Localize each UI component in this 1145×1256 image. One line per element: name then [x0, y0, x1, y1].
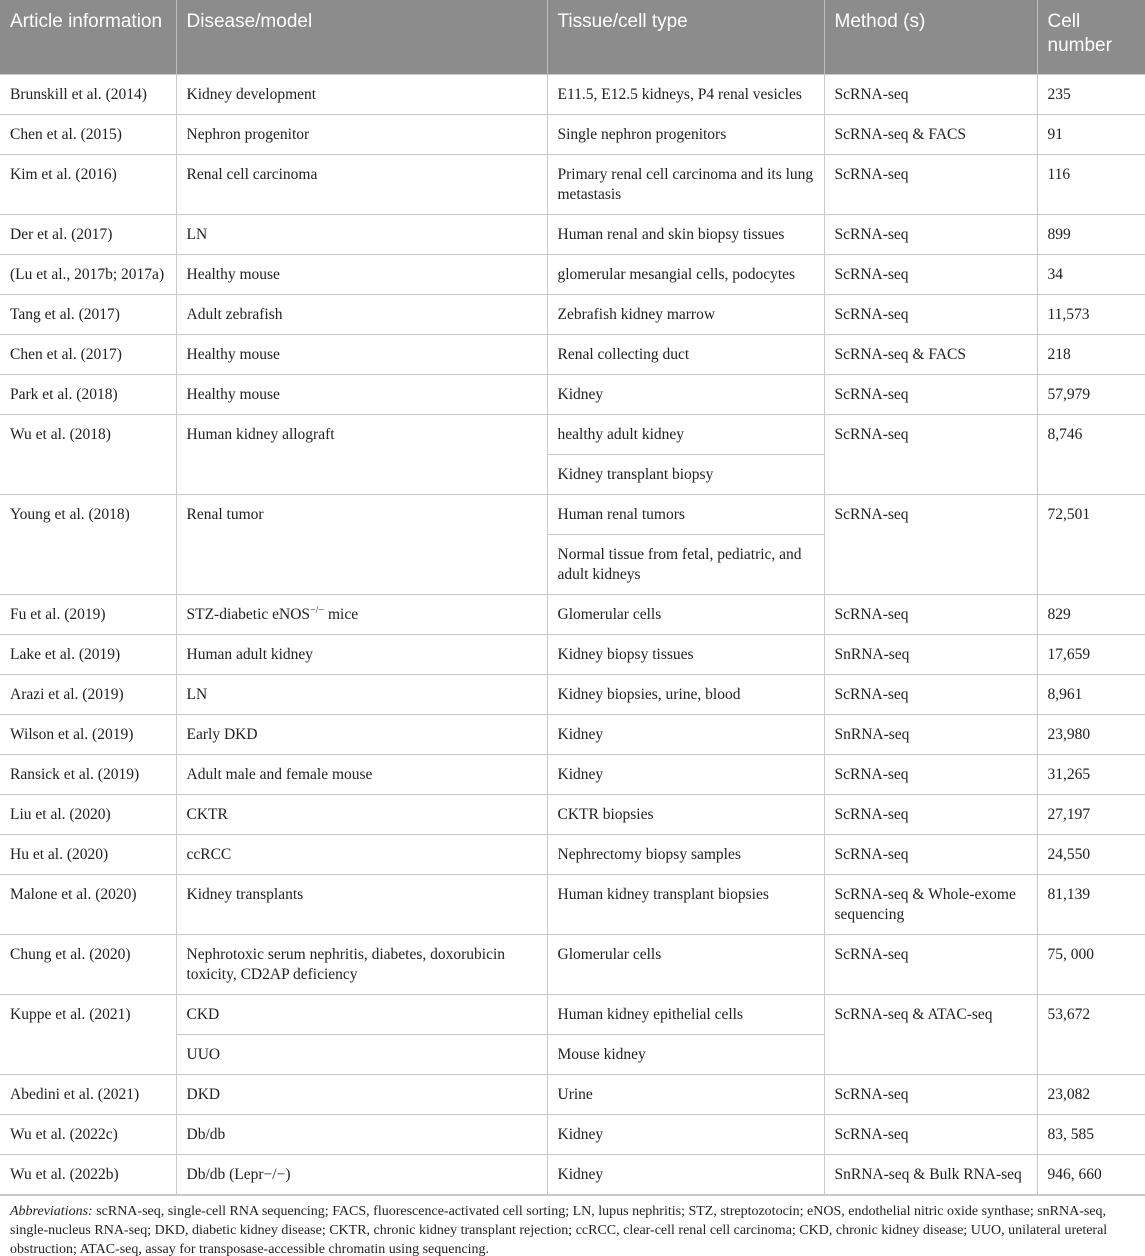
cell-number: 17,659 [1037, 634, 1145, 674]
cell-disease: Nephron progenitor [176, 114, 547, 154]
disease-text: STZ-diabetic eNOS [186, 605, 311, 623]
header-tissue-cell-type: Tissue/cell type [547, 0, 824, 74]
cell-method: ScRNA-seq & Whole-exome sequencing [824, 874, 1037, 934]
cell-tissue: Kidney biopsies, urine, blood [547, 674, 824, 714]
cell-disease: Early DKD [176, 714, 547, 754]
table-row [0, 214, 1145, 254]
cell-article: Chen et al. (2015) [0, 114, 176, 154]
table-row [0, 374, 1145, 414]
cell-tissue: Kidney [547, 714, 824, 754]
cell-disease: ccRCC [176, 834, 547, 874]
cell-tissue: CKTR biopsies [547, 794, 824, 834]
cell-tissue: Human renal and skin biopsy tissues [547, 214, 824, 254]
cell-tissue: glomerular mesangial cells, podocytes [547, 254, 824, 294]
cell-tissue: E11.5, E12.5 kidneys, P4 renal vesicles [547, 74, 824, 114]
cell-tissue: Normal tissue from fetal, pediatric, and adult kidneys [547, 534, 824, 594]
table-header-row [0, 0, 1145, 74]
table-row [0, 754, 1145, 794]
cell-disease [176, 594, 547, 634]
cell-article: Chen et al. (2017) [0, 334, 176, 374]
cell-disease: Kidney development [176, 74, 547, 114]
cell-number: 24,550 [1037, 834, 1145, 874]
footnote-text: scRNA-seq, single-cell RNA sequencing; FACS, fluorescence-activated cell sorting; LN, lupus nephritis; STZ, streptozotocin; eNOS, endothelial nitric oxide synthase; snRNA-seq, single-nucleus RNA-seq; DKD, diabetic kidney disease; CKTR, chronic kidney transplant rejection; ccRCC, clear-cell renal cell carcinoma; CKD, chronic kidney disease; UUO, unilateral ureteral obstruction; ATAC-seq, assay for transposase-accessible chromatin using sequencing. [10, 1203, 1108, 1256]
cell-article: Ransick et al. (2019) [0, 754, 176, 794]
cell-tissue: Nephrectomy biopsy samples [547, 834, 824, 874]
table-row [0, 714, 1145, 754]
cell-number: 8,746 [1037, 414, 1145, 494]
cell-article: Malone et al. (2020) [0, 874, 176, 934]
cell-method: ScRNA-seq [824, 374, 1037, 414]
cell-disease: DKD [176, 1074, 547, 1114]
header-disease-model: Disease/model [176, 0, 547, 74]
cell-disease: Nephrotoxic serum nephritis, diabetes, doxorubicin toxicity, CD2AP deficiency [176, 934, 547, 994]
cell-tissue: Kidney [547, 374, 824, 414]
cell-disease: CKD [176, 994, 547, 1034]
cell-disease: Db/db (Lepr−/−) [176, 1154, 547, 1194]
cell-method: ScRNA-seq [824, 1074, 1037, 1114]
header-methods: Method (s) [824, 0, 1037, 74]
cell-number: 946, 660 [1037, 1154, 1145, 1194]
cell-tissue: Urine [547, 1074, 824, 1114]
table-row [0, 934, 1145, 994]
cell-tissue: Kidney [547, 1114, 824, 1154]
cell-method: ScRNA-seq [824, 74, 1037, 114]
cell-method: ScRNA-seq [824, 834, 1037, 874]
cell-disease: Healthy mouse [176, 254, 547, 294]
cell-number: 81,139 [1037, 874, 1145, 934]
cell-method: ScRNA-seq & FACS [824, 334, 1037, 374]
cell-method: ScRNA-seq [824, 594, 1037, 634]
cell-article: Young et al. (2018) [0, 494, 176, 594]
table-row [0, 114, 1145, 154]
cell-disease: LN [176, 214, 547, 254]
cell-number: 11,573 [1037, 294, 1145, 334]
cell-number: 23,082 [1037, 1074, 1145, 1114]
cell-number: 829 [1037, 594, 1145, 634]
cell-method: SnRNA-seq [824, 634, 1037, 674]
table-row [0, 594, 1145, 634]
cell-article: Wu et al. (2022c) [0, 1114, 176, 1154]
cell-article: Park et al. (2018) [0, 374, 176, 414]
cell-article: Der et al. (2017) [0, 214, 176, 254]
table-row [0, 1114, 1145, 1154]
cell-disease: CKTR [176, 794, 547, 834]
cell-disease: Db/db [176, 1114, 547, 1154]
table-row [0, 1074, 1145, 1114]
abbreviations-footnote [0, 1196, 1145, 1256]
cell-article: Liu et al. (2020) [0, 794, 176, 834]
cell-tissue: Kidney transplant biopsy [547, 454, 824, 494]
cell-disease: Human adult kidney [176, 634, 547, 674]
cell-article: Kim et al. (2016) [0, 154, 176, 214]
cell-method: ScRNA-seq [824, 1114, 1037, 1154]
cell-number: 27,197 [1037, 794, 1145, 834]
cell-disease: Renal cell carcinoma [176, 154, 547, 214]
cell-tissue: Glomerular cells [547, 594, 824, 634]
cell-method: ScRNA-seq [824, 934, 1037, 994]
cell-number: 53,672 [1037, 994, 1145, 1074]
cell-article: Arazi et al. (2019) [0, 674, 176, 714]
cell-tissue: Human kidney transplant biopsies [547, 874, 824, 934]
table-row [0, 494, 1145, 534]
cell-tissue: Primary renal cell carcinoma and its lung metastasis [547, 154, 824, 214]
cell-number: 75, 000 [1037, 934, 1145, 994]
cell-article: Tang et al. (2017) [0, 294, 176, 334]
cell-method: ScRNA-seq [824, 414, 1037, 494]
table-row [0, 834, 1145, 874]
cell-tissue: healthy adult kidney [547, 414, 824, 454]
cell-tissue: Kidney [547, 1154, 824, 1194]
genotype-superscript: −/− [310, 604, 325, 616]
cell-article: Wu et al. (2022b) [0, 1154, 176, 1194]
table-row [0, 634, 1145, 674]
cell-number: 235 [1037, 74, 1145, 114]
cell-tissue: Kidney [547, 754, 824, 794]
cell-method: ScRNA-seq & FACS [824, 114, 1037, 154]
cell-number: 218 [1037, 334, 1145, 374]
cell-number: 57,979 [1037, 374, 1145, 414]
cell-article: Brunskill et al. (2014) [0, 74, 176, 114]
cell-method: SnRNA-seq & Bulk RNA-seq [824, 1154, 1037, 1194]
table-row [0, 1154, 1145, 1194]
cell-method: ScRNA-seq [824, 294, 1037, 334]
cell-article: Abedini et al. (2021) [0, 1074, 176, 1114]
cell-number: 83, 585 [1037, 1114, 1145, 1154]
cell-method: ScRNA-seq [824, 794, 1037, 834]
cell-disease: Healthy mouse [176, 374, 547, 414]
table-row [0, 154, 1145, 214]
disease-text-suffix: mice [324, 605, 359, 623]
cell-disease: Adult zebrafish [176, 294, 547, 334]
cell-tissue: Renal collecting duct [547, 334, 824, 374]
cell-number: 31,265 [1037, 754, 1145, 794]
cell-disease: Healthy mouse [176, 334, 547, 374]
cell-disease: Kidney transplants [176, 874, 547, 934]
header-cell-number: Cell number [1037, 0, 1145, 74]
table-row [0, 254, 1145, 294]
cell-method: ScRNA-seq [824, 214, 1037, 254]
cell-method: ScRNA-seq [824, 674, 1037, 714]
cell-article: Fu et al. (2019) [0, 594, 176, 634]
header-article-information: Article information [0, 0, 176, 74]
cell-tissue: Human renal tumors [547, 494, 824, 534]
table-row [0, 74, 1145, 114]
cell-number: 34 [1037, 254, 1145, 294]
cell-number: 8,961 [1037, 674, 1145, 714]
cell-article: Chung et al. (2020) [0, 934, 176, 994]
cell-disease: Renal tumor [176, 494, 547, 594]
cell-number: 91 [1037, 114, 1145, 154]
cell-number: 116 [1037, 154, 1145, 214]
table-row [0, 414, 1145, 454]
cell-tissue: Single nephron progenitors [547, 114, 824, 154]
cell-tissue: Human kidney epithelial cells [547, 994, 824, 1034]
cell-article: Hu et al. (2020) [0, 834, 176, 874]
cell-article: (Lu et al., 2017b; 2017a) [0, 254, 176, 294]
table-row [0, 874, 1145, 934]
cell-tissue: Mouse kidney [547, 1034, 824, 1074]
cell-number: 23,980 [1037, 714, 1145, 754]
cell-disease: Human kidney allograft [176, 414, 547, 494]
cell-number: 72,501 [1037, 494, 1145, 594]
cell-method: ScRNA-seq [824, 154, 1037, 214]
cell-tissue: Glomerular cells [547, 934, 824, 994]
cell-article: Lake et al. (2019) [0, 634, 176, 674]
table-row [0, 294, 1145, 334]
table-row [0, 994, 1145, 1034]
cell-article: Wilson et al. (2019) [0, 714, 176, 754]
footnote-label: Abbreviations: [10, 1203, 93, 1219]
cell-disease: UUO [176, 1034, 547, 1074]
cell-method: ScRNA-seq [824, 494, 1037, 594]
cell-number: 899 [1037, 214, 1145, 254]
cell-tissue: Kidney biopsy tissues [547, 634, 824, 674]
cell-article: Wu et al. (2018) [0, 414, 176, 494]
table-row [0, 794, 1145, 834]
cell-disease: Adult male and female mouse [176, 754, 547, 794]
cell-tissue: Zebrafish kidney marrow [547, 294, 824, 334]
table-row [0, 674, 1145, 714]
cell-method: SnRNA-seq [824, 714, 1037, 754]
cell-disease: LN [176, 674, 547, 714]
cell-method: ScRNA-seq [824, 254, 1037, 294]
cell-article: Kuppe et al. (2021) [0, 994, 176, 1074]
table-row [0, 334, 1145, 374]
cell-method: ScRNA-seq & ATAC-seq [824, 994, 1037, 1074]
cell-method: ScRNA-seq [824, 754, 1037, 794]
